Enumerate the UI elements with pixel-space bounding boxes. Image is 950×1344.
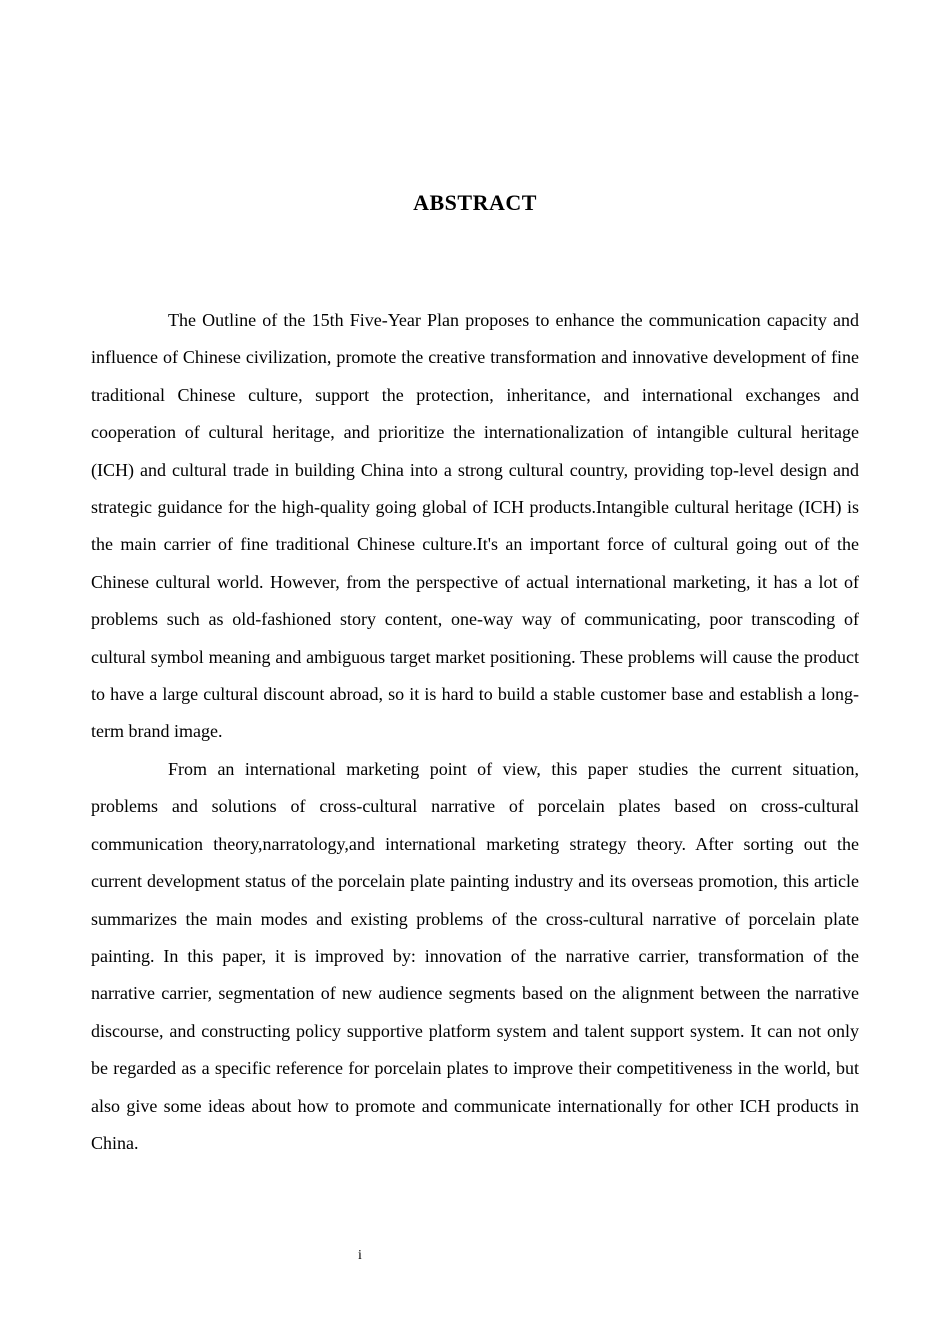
page-number: i: [358, 1248, 362, 1263]
abstract-body: [91, 302, 859, 1162]
abstract-paragraph-1: The Outline of the 15th Five-Year Plan proposes to enhance the communication capacity and influence of Chinese civilization, promote the creative transformation and innovative development of fine traditional Chinese culture, support the protection, inheritance, and international exchanges and cooperation of cultural heritage, and prioritize the internationalization of intangible cultural heritage (ICH) and cultural trade in building China into a strong cultural country, providing top-level design and strategic guidance for the high-quality going global of ICH products.Intangible cultural heritage (ICH) is the main carrier of fine traditional Chinese culture.It's an important force of cultural going out of the Chinese cultural world. However, from the perspective of actual international marketing, it has a lot of problems such as old-fashioned story content, one-way way of communicating, poor transcoding of cultural symbol meaning and ambiguous target market positioning. These problems will cause the product to have a large cultural discount abroad, so it is hard to build a stable customer base and establish a long-term brand image.: [91, 310, 859, 742]
page-title: ABSTRACT: [413, 190, 537, 215]
abstract-paragraph-2: From an international marketing point of view, this paper studies the current situation, problems and solutions of cross-cultural narrative of porcelain plates based on cross-cultural communication theory,narratology,and international marketing strategy theory. After sorting out the current development status of the porcelain plate painting industry and its overseas promotion, this article summarizes the main modes and existing problems of the cross-cultural narrative of porcelain plate painting. In this paper, it is improved by: innovation of the narrative carrier, transformation of the narrative carrier, segmentation of new audience segments based on the alignment between the narrative discourse, and constructing policy supportive platform system and talent support system. It can not only be regarded as a specific reference for porcelain plates to improve their competitiveness in the world, but also give some ideas about how to promote and communicate internationally for other ICH products in China.: [91, 758, 859, 1153]
